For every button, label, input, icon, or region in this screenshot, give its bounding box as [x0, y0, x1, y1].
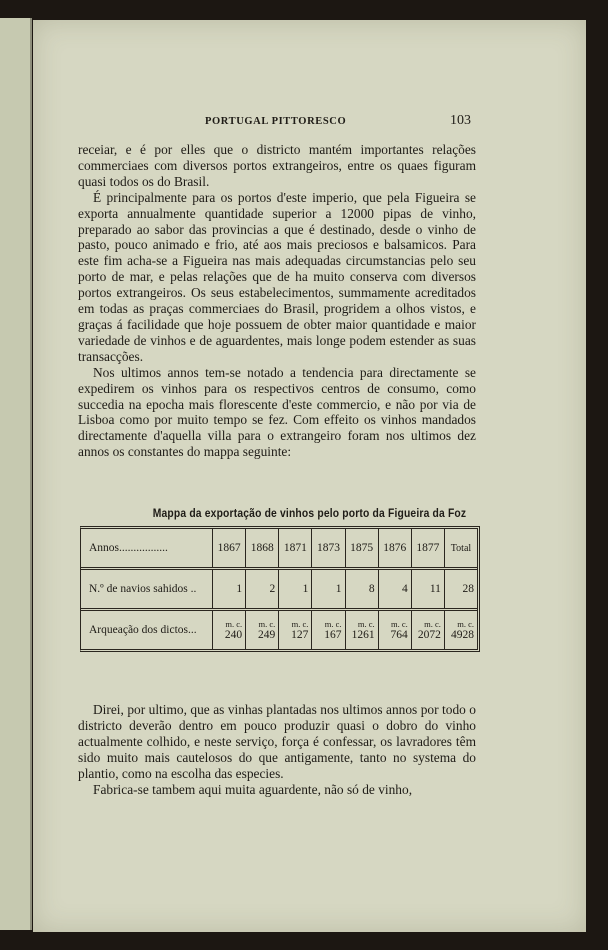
navios-cell: 4	[378, 569, 411, 610]
total-header: Total	[444, 529, 477, 569]
unit-label: m. c.	[457, 619, 474, 629]
running-title: PORTUGAL PITTORESCO	[205, 116, 347, 127]
navios-cell: 1	[279, 569, 312, 610]
arqueacao-total-value: 4928	[451, 629, 474, 641]
arqueacao-cell	[213, 610, 246, 650]
arqueacao-cell	[345, 610, 378, 650]
navios-cell: 8	[345, 569, 378, 610]
arqueacao-total-cell	[444, 610, 477, 650]
unit-label: m. c.	[391, 619, 408, 629]
year-cell: 1875	[345, 529, 378, 569]
book-page	[33, 20, 586, 932]
arqueacao-value: 1261	[351, 629, 375, 641]
unit-label: m. c.	[291, 619, 309, 629]
unit-label: m. c.	[225, 619, 243, 629]
table-row-years	[81, 529, 477, 569]
navios-cell: 2	[246, 569, 279, 610]
facing-page-edge	[0, 18, 32, 930]
row-label-navios: N.º de navios sahidos ..	[89, 583, 197, 595]
navios-cell: 1	[312, 569, 345, 610]
arqueacao-value: 167	[324, 629, 342, 641]
unit-label: m. c.	[258, 619, 276, 629]
arqueacao-cell	[279, 610, 312, 650]
paragraph: Fabrica-se tambem aqui muita aguardente, não só de vinho,	[93, 781, 413, 797]
arqueacao-cell	[246, 610, 279, 650]
year-cell: 1871	[279, 529, 312, 569]
paragraph: Direi, por ultimo, que as vinhas plantadas nos ultimos annos por todo o districto deverão dentro em pouco produzir quasi o dobro do vinho actualmente colhido, e neste serviço, força é confessar, os lavradores têm sido muito mais cautelosos do que antigamente, tanto no systema do plantio, como na escolha das especies.	[78, 702, 476, 781]
year-cell: 1867	[213, 529, 246, 569]
table-row-arqueacao	[81, 610, 477, 650]
navios-total-cell: 28	[444, 569, 477, 610]
table-title: Mappa da exportação de vinhos pelo porto da Figueira da Foz	[152, 506, 467, 520]
page-header	[33, 114, 586, 130]
paragraph: É principalmente para os portos d'este imperio, que pela Figueira se exporta annualmente quantidade superior a 12000 pipas de vinho, preparado ao sabor das provincias a que é destinado, desde o vinho de pasto, pouco animado e frio, até aos mais preciosos e balsamicos. Para este fim acha-se a Figueira nas mais adequadas circumstancias pelo seu porto de mar, e pelas relações que de ha muito conserva com diversos portos extrangeiros. Os seus estabelecimentos, summamente acreditados em todas as praças commerciaes do Brasil, progridem a olhos vistos, e graças á facilidade que hoje possuem de obter maior quantidade e maior variedade de vinhos e de aguardentes, mais longe podem estender as suas transacções.	[78, 189, 476, 364]
paragraph: Nos ultimos annos tem-se notado a tendencia para directamente se expedirem os vinhos para os respectivos centros de consumo, como succedia na epocha mais florescente d'este commercio, e não por via de Lisboa como por muito tempo se fez. Com effeito os vinhos mandados directamente d'aquella villa para o extrangeiro foram nos ultimos dez annos os constantes do mappa seguinte:	[78, 364, 476, 460]
unit-label: m. c.	[424, 619, 441, 629]
paragraph: receiar, e é por elles que o districto mantém importantes relações commerciaes com diversos portos extrangeiros, entre os quaes figuram quasi todos os do Brasil.	[78, 142, 476, 189]
arqueacao-value: 2072	[417, 629, 441, 641]
arqueacao-value: 764	[390, 629, 408, 641]
arqueacao-cell	[378, 610, 411, 650]
arqueacao-cell	[411, 610, 444, 650]
arqueacao-value: 249	[258, 629, 276, 641]
body-text-bottom	[78, 702, 476, 797]
navios-cell: 1	[213, 569, 246, 610]
body-text-top	[78, 142, 476, 460]
unit-label: m. c.	[324, 619, 342, 629]
year-cell: 1868	[246, 529, 279, 569]
table-row-navios	[81, 569, 477, 610]
arqueacao-cell	[312, 610, 345, 650]
page-number: 103	[450, 113, 471, 128]
arqueacao-value: 240	[224, 629, 243, 641]
unit-label: m. c.	[357, 619, 375, 629]
row-label-years: Annos.................	[89, 542, 168, 554]
navios-cell: 11	[411, 569, 444, 610]
year-cell: 1873	[312, 529, 345, 569]
row-label-arqueacao: Arqueação dos dictos...	[89, 623, 197, 636]
year-cell: 1876	[378, 529, 411, 569]
year-cell: 1877	[411, 529, 444, 569]
export-table	[80, 526, 480, 652]
arqueacao-value: 127	[291, 629, 309, 641]
